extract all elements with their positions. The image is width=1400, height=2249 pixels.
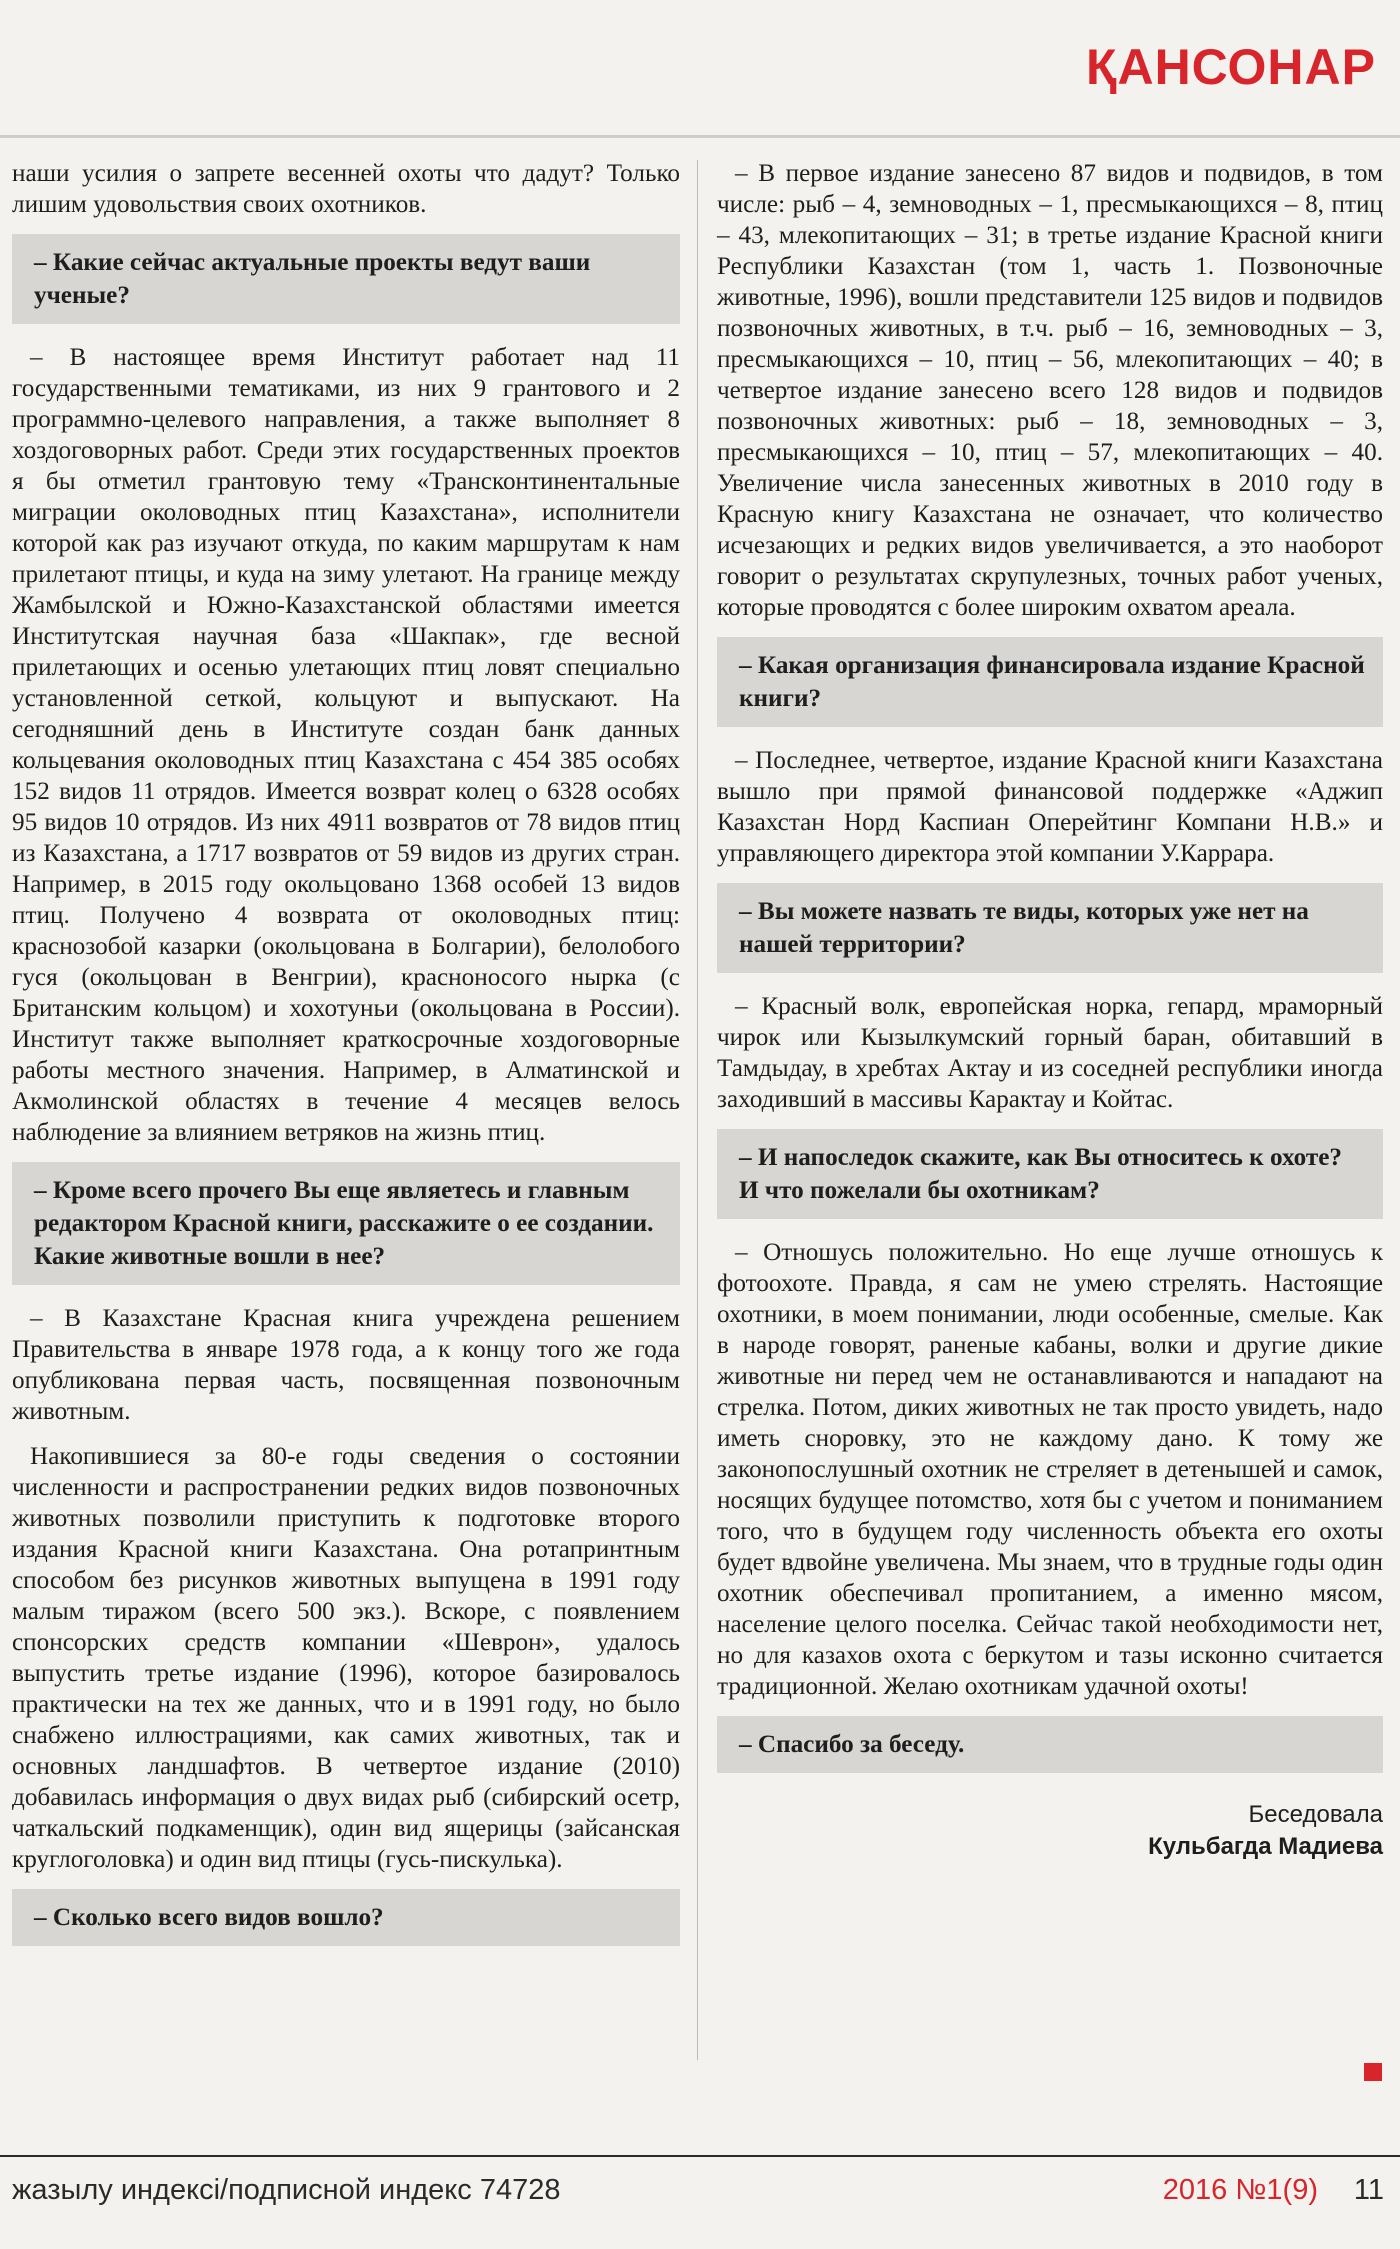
answer-paragraph: – В первое издание занесено 87 видов и подвидов, в том числе: рыб – 4, земноводных – 1, пресмыкающихся – 8, птиц – 43, млекопитающих – 31; в третье издание Красной книги Республики Казахстан (том 1, часть 1. Позвоночные животные, 1996), вошли представители 125 видов и подвидов позвоночных животных, в т.ч. рыб – 16, земноводных – 3, пресмыкающихся – 10, птиц – 56, млекопитающих – 40; в четвертое издание занесено всего 128 видов и подвидов позвоночных животных: рыб – 18, земноводных – 3, пресмыкающихся – 10, птиц – 57, млекопитающих – 40. Увеличение числа занесенных животных в 2010 году в Красную книгу Казахстана не означает, что количество исчезающих и редких видов увеличивается, а это наоборот говорит о результатах скрупулезных, точных работ ученых, которые проводятся с более широким охватом ареала. xyxy=(717,160,1383,621)
subscription-index: жазылу индексі/подписной индекс 74728 xyxy=(12,2174,561,2206)
footer-rule xyxy=(0,2155,1400,2157)
issue-number: 2016 №1(9) xyxy=(1162,2174,1318,2206)
question-text: – Какие сейчас актуальные проекты ведут ваши ученые? xyxy=(34,249,591,309)
left-column xyxy=(12,158,680,1964)
intro-paragraph: наши усилия о запрете весенней охоты что дадут? Только лишим удовольствия своих охотников. xyxy=(12,160,680,218)
magazine-brand: ҚАНСОНАР xyxy=(1085,39,1376,95)
answer-paragraph: – В настоящее время Институт работает над 11 государственными тематиками, из них 9 грантового и 2 программно-целевого направления, а также выполняет 8 хоздоговорных работ. Среди этих государственных проектов я бы отметил грантовую тему «Трансконтинентальные миграции околоводных птиц Казахстана», исполнители которой как раз изучают откуда, по каким маршрутам к нам прилетают птицы, и куда на зиму улетают. На границе между Жамбылской и Южно-Казахстанской областями имеется Институтская научная база «Шакпак», где весной прилетающих и осенью улетающих птиц ловят специально установленной сеткой, кольцуют и выпускают. На сегодняшний день в Институте создан банк данных кольцевания околоводных птиц Казахстана с 454 385 особях 152 видов 11 отрядов. Имеется возврат колец о 6328 особях 95 видов 10 отрядов. Из них 4911 возвратов от 78 видов птиц из Казахстана, а 1717 возвратов от 59 видов из других стран. Например, в 2015 году окольцовано 1368 особей 13 видов птиц. Получено 4 возврата от околоводных птиц: краснозобой казарки (окольцована в Болгарии), белолобого гуся (окольцован в Венгрии), красноносого нырка (с Британским кольцом) и хохотуньи (окольцована в России). Институт также выполняет краткосрочные хоздоговорные работы местного значения. Например, в Алматинской и Акмолинской областях в течение 4 месяцев велось наблюдение за влиянием ветряков на жизнь птиц. xyxy=(12,344,680,1146)
question-block xyxy=(717,883,1383,973)
signoff-author: Кульбагда Мадиева xyxy=(1148,1833,1383,1860)
page-number: 11 xyxy=(1353,2174,1384,2206)
page-footer xyxy=(0,2168,1400,2218)
signoff-label: Беседовала xyxy=(1248,1801,1383,1828)
question-block xyxy=(717,637,1383,727)
end-of-article-marker xyxy=(1364,2063,1382,2081)
question-text: – Кроме всего прочего Вы еще являетесь и главным редактором Красной книги, расскажите о ее создании. Какие животные вошли в нее? xyxy=(34,1177,654,1270)
header-rule xyxy=(0,135,1400,138)
question-text: – Сколько всего видов вошло? xyxy=(34,1904,384,1931)
answer-paragraph: Накопившиеся за 80-е годы сведения о состоянии численности и распространении редких видов позвоночных животных позволили приступить к подготовке второго издания Красной книги Казахстана. Она ротапринтным способом без рисунков животных выпущена в 1991 году малым тиражом (всего 500 экз.). Вскоре, с появлением спонсорских средств компании «Шеврон», удалось выпустить третье издание (1996), которое базировалось практически на тех же данных, что и в 1991 году, но было снабжено иллюстрациями, как самих животных, так и основных ландшафтов. В четвертое издание (2010) добавилась информация о двух видах рыб (сибирский осетр, чаткальский подкаменщик), один вид ящерицы (зайсанская круглоголовка) и один вид птицы (гусь-пискулька). xyxy=(12,1443,680,1873)
question-text: – Спасибо за беседу. xyxy=(739,1731,965,1758)
question-text: – Вы можете назвать те виды, которых уже нет на нашей территории? xyxy=(739,898,1309,958)
answer-paragraph: – Последнее, четвертое, издание Красной книги Казахстана вышло при прямой финансовой поддержке «Аджип Казахстан Норд Каспиан Оперейтинг Компани Н.В.» и управляющего директора этой компании У.Каррара. xyxy=(717,747,1383,867)
question-text: – И напоследок скажите, как Вы относитесь к охоте? И что пожелали бы охотникам? xyxy=(739,1144,1342,1204)
question-block xyxy=(12,1162,680,1285)
closing-question-block xyxy=(717,1716,1383,1773)
question-block xyxy=(717,1129,1383,1219)
right-column xyxy=(717,158,1383,1863)
answer-paragraph: – Красный волк, европейская норка, гепард, мраморный чирок или Кызылкумский горный баран, обитавший в Тамдыдау, в хребтах Актау и из соседней республики иногда заходивший в массивы Карактау и Койтас. xyxy=(717,993,1383,1113)
answer-paragraph: – Отношусь положительно. Но еще лучше отношусь к фотоохоте. Правда, я сам не умею стрелять. Настоящие охотники, в моем понимании, люди особенные, смелые. Как в народе говорят, раненые кабаны, волки и другие дикие животные ни перед чем не останавливаются и нападают на стрелка. Потом, диких животных не так просто увидеть, надо иметь сноровку, это не каждому дано. К тому же законопослушный охотник не стреляет в детенышей и самок, носящих будущее потомство, хотя бы с учетом и пониманием того, что в будущем году численность объекта его охоты будет вдвойне увеличена. Мы знаем, что в трудные годы один охотник обеспечивал пропитанием, а именно мясом, население целого поселка. Сейчас такой необходимости нет, но для казахов охота с беркутом и тазы исконно считается традиционной. Желаю охотникам удачной охоты! xyxy=(717,1239,1383,1700)
signoff xyxy=(717,1799,1383,1863)
question-text: – Какая организация финансировала издание Красной книги? xyxy=(739,652,1365,712)
column-divider xyxy=(697,160,698,2060)
question-block xyxy=(12,234,680,324)
answer-paragraph: – В Казахстане Красная книга учреждена решением Правительства в январе 1978 года, а к концу того же года опубликована первая часть, посвященная позвоночным животным. xyxy=(12,1305,680,1425)
question-block xyxy=(12,1889,680,1946)
